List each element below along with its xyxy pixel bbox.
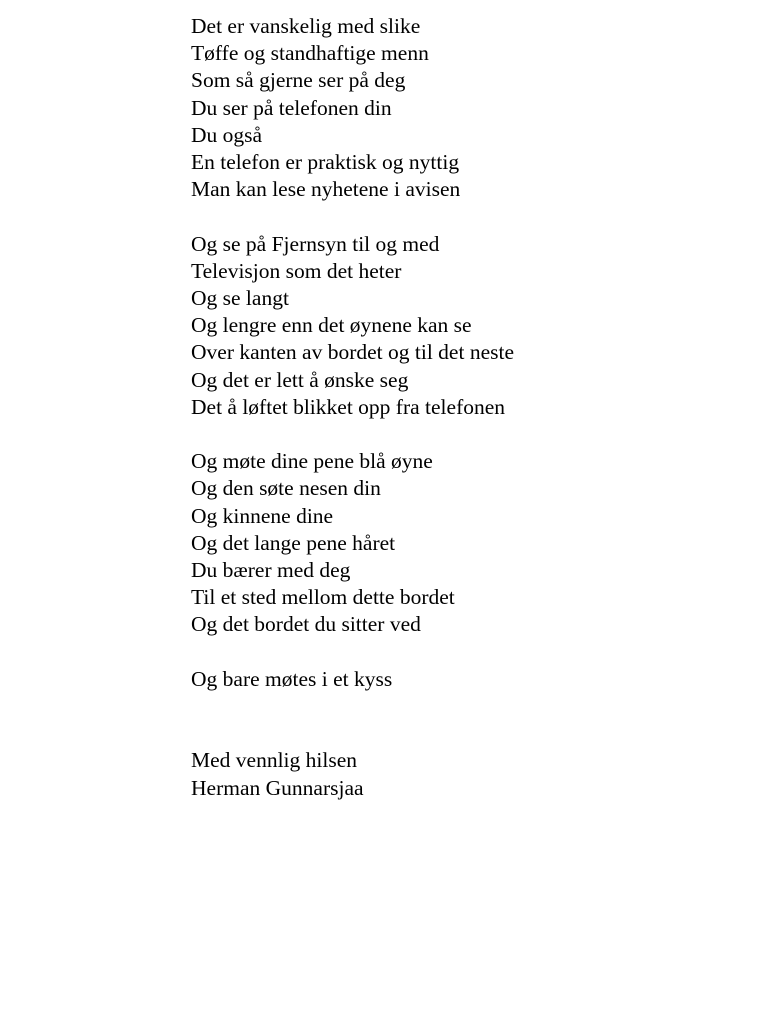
signature-block [191, 747, 514, 801]
poem-line: Og det bordet du sitter ved [191, 612, 421, 637]
poem-line: Og det lange pene håret [191, 530, 396, 555]
poem-line: Televisjon som det heter [191, 258, 402, 283]
signature-name: Herman Gunnarsjaa [191, 775, 364, 800]
poem-line: Til et sted mellom dette bordet [191, 585, 455, 610]
poem-line: Du bærer med deg [191, 558, 351, 583]
poem-line: Det er vanskelig med slike [191, 14, 421, 38]
poem-line: Du også [191, 122, 263, 147]
poem-line: Og lengre enn det øynene kan se [191, 313, 472, 338]
poem-stanza-1 [191, 13, 514, 203]
poem-line: Og se langt [191, 286, 289, 311]
poem-line: Tøffe og standhaftige menn [191, 41, 429, 66]
poem-line: Og møte dine pene blå øyne [191, 449, 433, 474]
poem-line: Over kanten av bordet og til det neste [191, 340, 514, 365]
poem-line: Og se på Fjernsyn til og med [191, 231, 440, 256]
signature-greeting: Med vennlig hilsen [191, 748, 358, 773]
poem-line: Du ser på telefonen din [191, 95, 392, 120]
poem-line: Og kinnene dine [191, 503, 334, 528]
poem-line: Og bare møtes i et kyss [191, 666, 393, 691]
poem-stanza-2 [191, 231, 514, 421]
poem-line: Det å løftet blikket opp fra telefonen [191, 394, 506, 419]
poem-line: Og det er lett å ønske seg [191, 367, 409, 392]
poem-stanza-3 [191, 448, 514, 638]
poem-stanza-4 [191, 666, 514, 693]
poem-line: Og den søte nesen din [191, 476, 381, 501]
poem-line: Som så gjerne ser på deg [191, 68, 406, 93]
poem-line: Man kan lese nyhetene i avisen [191, 177, 461, 202]
poem-line: En telefon er praktisk og nyttig [191, 150, 460, 175]
document-page [191, 13, 514, 802]
